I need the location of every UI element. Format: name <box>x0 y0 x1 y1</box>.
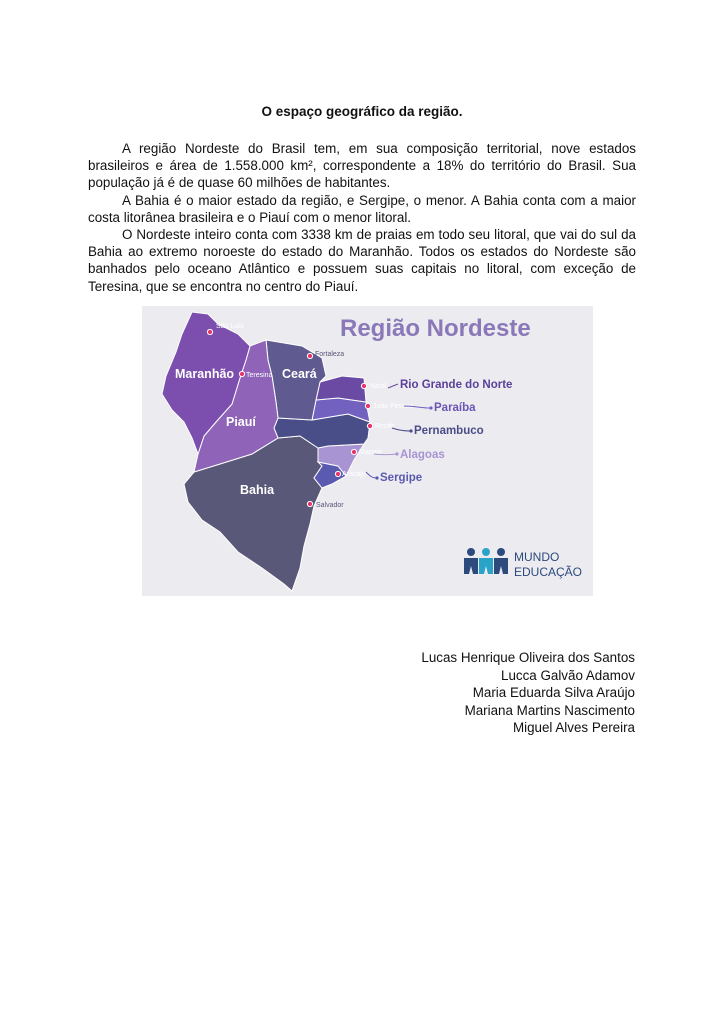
dot-joao-pessoa <box>365 403 370 408</box>
label-piaui: Piauí <box>226 415 256 429</box>
label-natal: Natal <box>370 383 387 390</box>
side-label-paraiba: Paraíba <box>434 402 476 414</box>
map-svg <box>142 306 593 596</box>
dot-sao-luis <box>207 329 212 334</box>
paragraph-3: O Nordeste inteiro conta com 3338 km de praias em todo seu litoral, que vai do sul da Bahia ao extremo noroeste do estado do Maranhão. Todos os estados do Nordeste são banhados pelo oceano Atlântico e possuem suas capitais no litoral, com exceção de Teresina, que se encontra no centro do Piauí. <box>88 227 636 294</box>
northeast-region-map <box>142 306 593 596</box>
label-bahia: Bahia <box>240 483 275 497</box>
paragraph-1: A região Nordeste do Brasil tem, em sua composição territorial, nove estados brasileiros e área de 1.558.000 km², correspondente a 18% do território do Brasil. Sua população já é de quase 60 milhões de habitantes. <box>88 141 636 191</box>
label-maranhao: Maranhão <box>175 367 235 381</box>
side-label-rio-grande-do-norte: Rio Grande do Norte <box>400 379 513 391</box>
dot-teresina <box>239 371 244 376</box>
authors-list <box>421 649 635 737</box>
label-recife: Recife <box>375 423 395 430</box>
map-title: Região Nordeste <box>340 315 531 342</box>
label-sao-luis: São Luís <box>216 323 244 330</box>
page-title: O espaço geográfico da região. <box>261 104 463 119</box>
end-sergipe <box>375 476 378 479</box>
label-ceara: Ceará <box>282 367 317 381</box>
label-salvador: Salvador <box>316 502 344 509</box>
author-name: Mariana Martins Nascimento <box>464 702 635 718</box>
author-name: Maria Eduarda Silva Araújo <box>472 685 635 701</box>
dot-fortaleza <box>307 353 312 358</box>
side-label-pernambuco: Pernambuco <box>414 425 484 437</box>
label-teresina: Teresina <box>246 372 273 379</box>
end-alagoas <box>395 452 398 455</box>
label-aracaju: Aracaju <box>342 471 366 478</box>
author-name: Lucas Henrique Oliveira dos Santos <box>421 650 635 665</box>
side-label-alagoas: Alagoas <box>400 449 445 461</box>
dot-salvador <box>307 501 312 506</box>
label-maceio: Maceió <box>359 449 382 456</box>
end-paraiba <box>429 406 432 409</box>
author-name: Miguel Alves Pereira <box>512 720 635 736</box>
logo-line-1: MUNDO <box>514 550 560 564</box>
paragraph-2: A Bahia é o maior estado da região, e Sergipe, o menor. A Bahia conta com a maior costa litorânea brasileira e o Piauí com o menor litoral. <box>88 192 636 225</box>
author-name: Lucca Galvão Adamov <box>501 667 635 683</box>
logo-line-2: EDUCAÇÃO <box>514 565 583 579</box>
dot-aracaju <box>335 471 340 476</box>
end-pernambuco <box>409 429 412 432</box>
label-fortaleza: Fortaleza <box>315 351 345 358</box>
label-joao-pessoa: João Pessoa <box>373 403 414 410</box>
dot-natal <box>361 383 366 388</box>
side-label-sergipe: Sergipe <box>380 472 423 484</box>
dot-maceio <box>351 449 356 454</box>
dot-recife <box>367 423 372 428</box>
body-text <box>88 140 636 295</box>
